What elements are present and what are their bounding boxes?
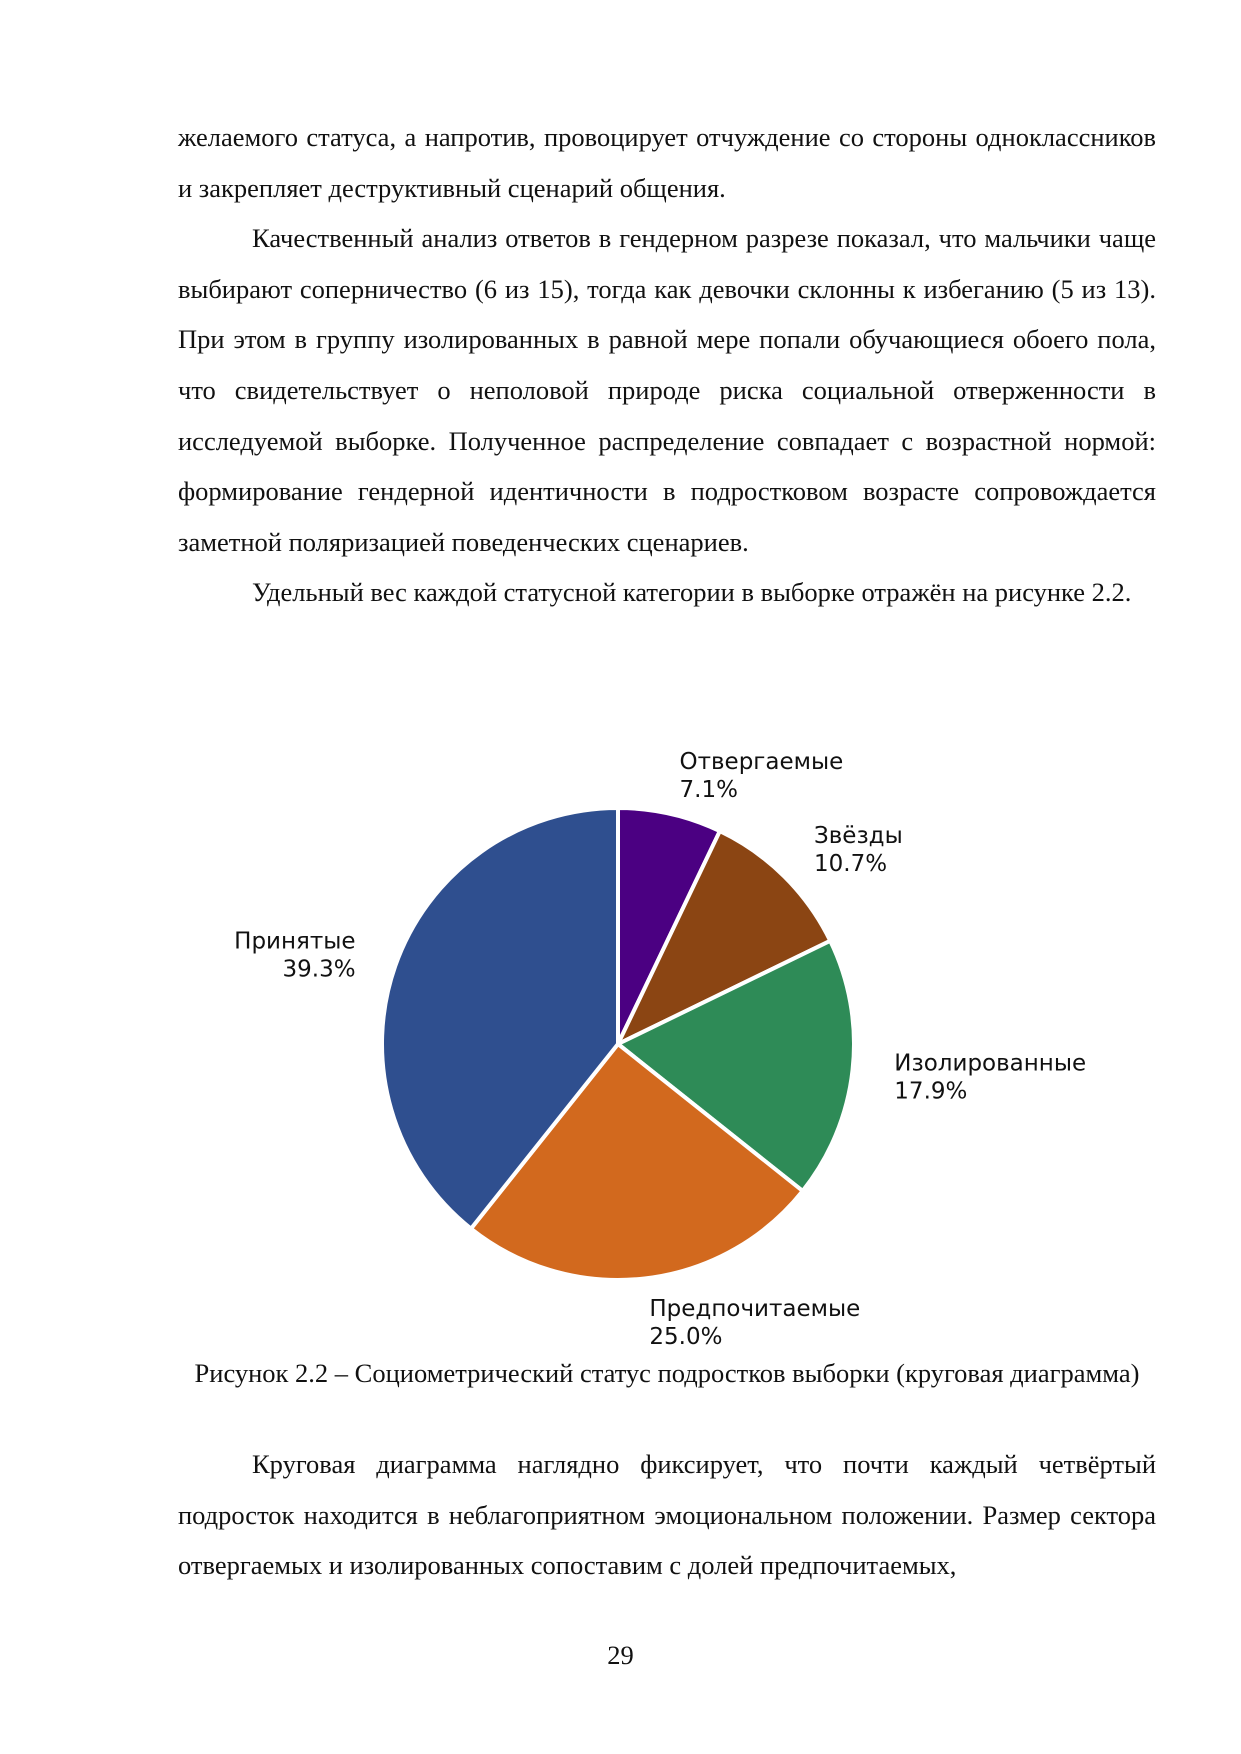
pie-value-label-2: 17.9% bbox=[894, 1078, 968, 1105]
pie-label-1: Звёзды bbox=[814, 822, 903, 849]
body-text-bottom bbox=[178, 1439, 1156, 1591]
pie-chart bbox=[178, 742, 1156, 1351]
pie-value-label-1: 10.7% bbox=[814, 850, 888, 877]
paragraph-gender-analysis: Качественный анализ ответов в гендерном разрезе показал, что мальчики чаще выбирают соперничество (6 из 15), тогда как девочки склонны к избеганию (5 из 13). При этом в группу изолированных в равной мере попали обучающиеся обоего пола, что свидетельствует о неполовой природе риска социальной отверженности в исследуемой выборке. Полученное распределение совпадает с возрастной нормой: формирование гендерной идентичности в подростковом возрасте сопровождается заметной поляризацией поведенческих сценариев. bbox=[178, 223, 1156, 557]
page-number: 29 bbox=[607, 1640, 634, 1670]
pie-label-0: Отвергаемые bbox=[679, 748, 844, 775]
paragraph-chart-interpretation: Круговая диаграмма наглядно фиксирует, что почти каждый четвёртый подросток находится в неблагоприятном эмоциональном положении. Размер сектора отвергаемых и изолированных сопоставим с долей предпочитаемых, bbox=[178, 1449, 1156, 1581]
pie-value-label-4: 39.3% bbox=[282, 956, 356, 983]
pie-value-label-0: 7.1% bbox=[679, 776, 738, 803]
body-text-top bbox=[178, 112, 1156, 618]
pie-label-3: Предпочитаемые bbox=[649, 1296, 861, 1323]
pie-label-2: Изолированные bbox=[894, 1050, 1087, 1077]
figure-caption: Рисунок 2.2 – Социометрический статус подростков выборки (круговая диаграмма) bbox=[194, 1358, 1140, 1388]
paragraph-figure-reference: Удельный вес каждой статусной категории в выборке отражён на рисунке 2.2. bbox=[252, 577, 1132, 608]
pie-value-label-3: 25.0% bbox=[649, 1324, 723, 1351]
paragraph-continuation: желаемого статуса, а напротив, провоцирует отчуждение со стороны одноклассников и закрепляет деструктивный сценарий общения. bbox=[178, 122, 1156, 203]
pie-label-4: Принятые bbox=[234, 928, 356, 955]
